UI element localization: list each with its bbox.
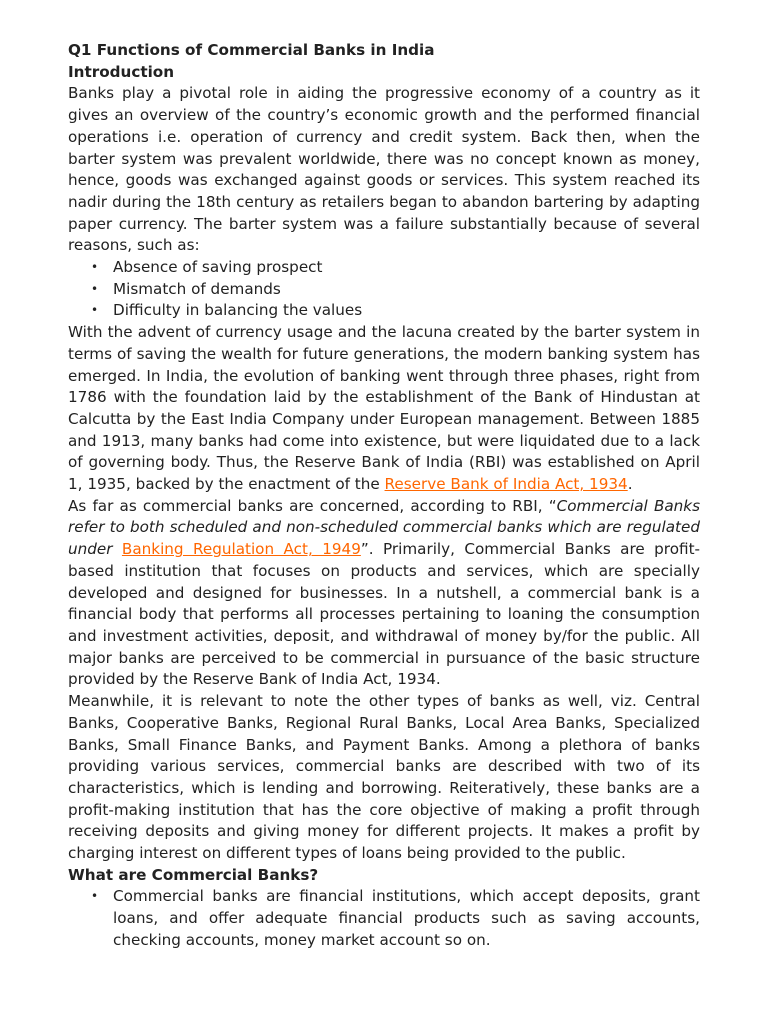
- what-are-commercial-banks-heading: What are Commercial Banks?: [68, 865, 319, 884]
- list-item: • Mismatch of demands: [113, 279, 700, 301]
- document-page: [68, 40, 700, 952]
- introduction-heading: Introduction: [68, 62, 175, 81]
- rbi-act-link[interactable]: Reserve Bank of India Act, 1934: [384, 475, 628, 494]
- list-item: • Difficulty in balancing the values: [113, 300, 700, 322]
- list-item: • Absence of saving prospect: [113, 257, 700, 279]
- rbi-quote: Commercial Banks refer to both scheduled and non-scheduled commercial banks which are regulated under: [68, 496, 700, 559]
- intro-paragraph: Banks play a pivotal role in aiding the progressive economy of a country as it gives an overview of the country’s economic growth and the performed financial operations i.e. operation of currency and credit system. Back then, when the barter system was prevalent worldwide, there was no concept known as money, hence, goods was exchanged against goods or services. This system reached its nadir during the 18th century as retailers began to abandon bartering by adapting paper currency. The barter system was a failure substantially because of several reasons, such as:: [68, 84, 700, 255]
- history-paragraph: [68, 322, 700, 496]
- definition-lead: As far as commercial banks are concerned, according to RBI, “: [68, 496, 557, 515]
- definition-paragraph: [68, 496, 700, 691]
- barter-reasons-list: [68, 257, 700, 322]
- list-item: • Commercial banks are financial institutions, which accept deposits, grant loans, and offer adequate financial products such as saving accounts, checking accounts, money market account so on.: [113, 886, 700, 951]
- definition-rest: ”. Primarily, Commercial Banks are profit-based institution that focuses on products and services, which are specially developed and designed for businesses. In a nutshell, a commercial bank is a financial body that performs all processes pertaining to loaning the consumption and investment activities, deposit, and withdrawal of money by/for the public. All major banks are perceived to be commercial in pursuance of the basic structure provided by the Reserve Bank of India Act, 1934.: [68, 540, 701, 689]
- history-text: With the advent of currency usage and the lacuna created by the barter system in terms of saving the wealth for future generations, the modern banking system has emerged. In India, the evolution of banking went through three phases, right from 1786 with the foundation laid by the establishment of the Bank of Hindustan at Calcutta by the East India Company under European management. Between 1885 and 1913, many banks had come into existence, but were liquidated due to a lack of governing body. Thus, the Reserve Bank of India (RBI) was established on April 1, 1935, backed by the enactment of the: [68, 323, 700, 494]
- commercial-banks-list: [68, 886, 700, 951]
- history-end: .: [627, 475, 633, 494]
- banking-regulation-act-link[interactable]: Banking Regulation Act, 1949: [121, 540, 361, 559]
- document-title: Q1 Functions of Commercial Banks in India: [68, 41, 435, 59]
- bank-types-paragraph: Meanwhile, it is relevant to note the other types of banks as well, viz. Central Banks, Cooperative Banks, Regional Rural Banks, Local Area Banks, Specialized Banks, Small Finance Banks, and Payment Banks. Among a plethora of banks providing various services, commercial banks are described with two of its characteristics, which is lending and borrowing. Reiteratively, these banks are a profit-making institution that has the core objective of making a profit through receiving deposits and giving money for different projects. It makes a profit by charging interest on different types of loans being provided to the public.: [68, 692, 700, 863]
